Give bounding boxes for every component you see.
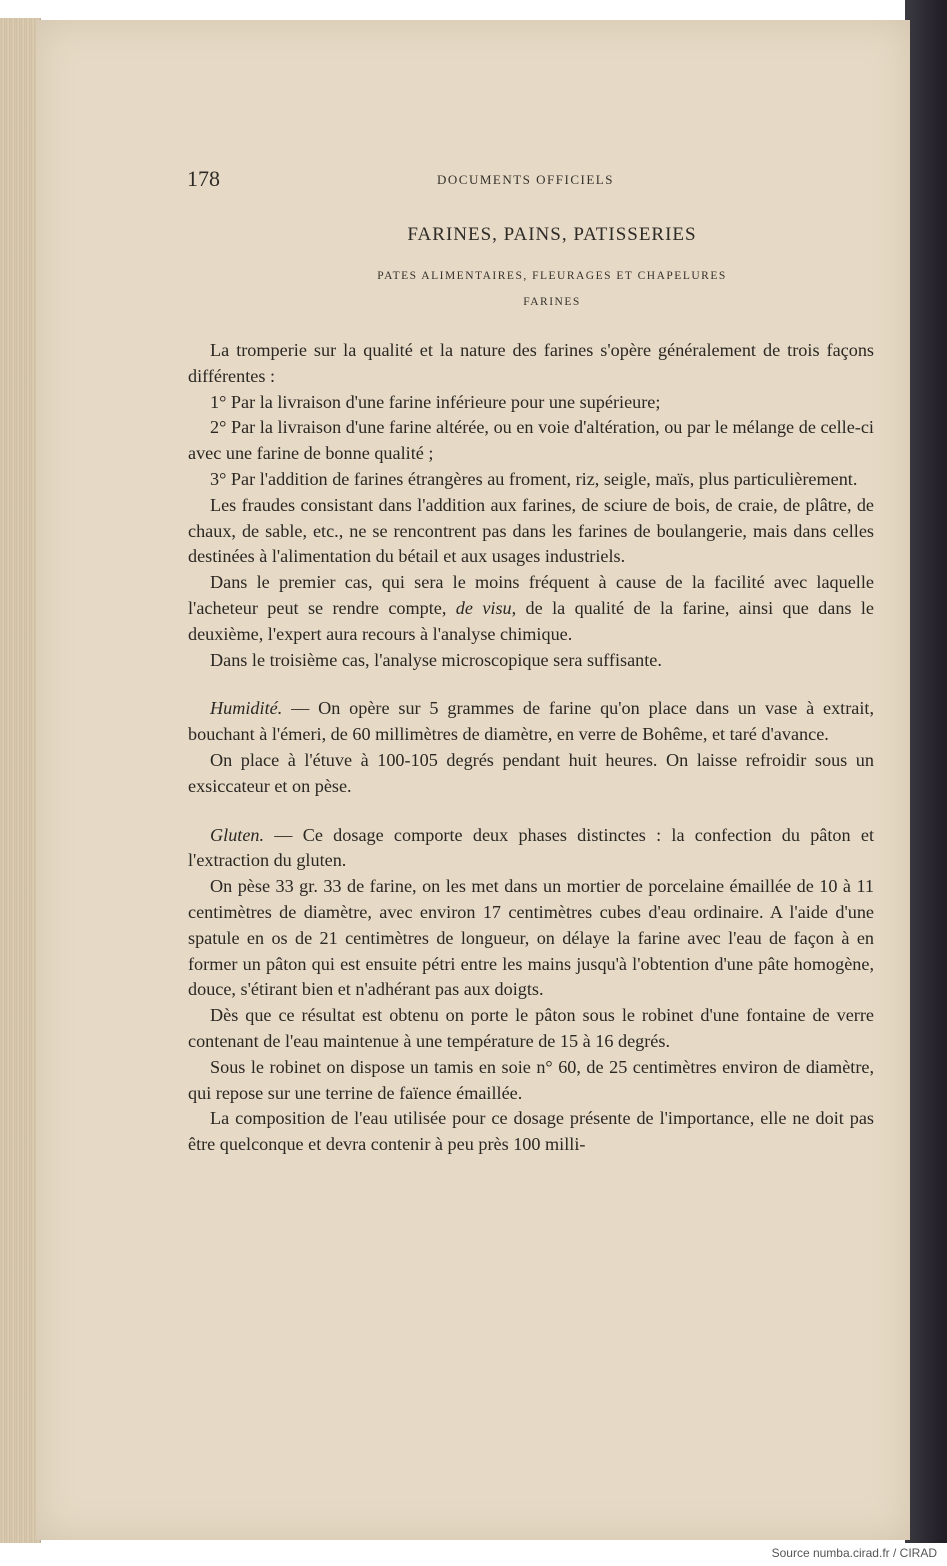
running-head xyxy=(187,166,877,196)
paragraph-text: — On opère sur 5 grammes de farine qu'on place dans un vase à extrait, bouchant à l'émeri, de 60 millimètres de diamètre, en verre de Bohême, et taré d'avance. xyxy=(188,698,874,745)
paragraph-label: Humidité. xyxy=(210,698,283,719)
paragraph: Les fraudes consistant dans l'addition aux farines, de sciure de bois, de craie, de plâtre, de chaux, de sable, etc., ne se rencontrent pas dans les farines de boulangerie, mais dans celles destinées à l'alimentation du bétail et aux usages industriels. xyxy=(188,494,874,567)
subsection-title: FARINES xyxy=(523,296,581,308)
paragraph-humidite xyxy=(188,696,874,748)
section-title: FARINES, PAINS, PATISSERIES xyxy=(407,224,697,245)
paragraph: On pèse 33 gr. 33 de farine, on les met dans un mortier de porcelaine émaillée de 10 à 11 centimètres de diamètre, avec environ 17 centimètres cubes d'eau ordinaire. A l'aide d'une spatule en os de 21 centimètres de longueur, on délaye la farine avec l'eau de façon à en former un pâton qui est ensuite pétri entre les mains jusqu'à l'obtention d'une pâte homogène, douce, s'étirant bien et n'adhérant pas aux doigts. xyxy=(188,876,874,1000)
paragraph-text: Dans le premier cas, qui sera le moins fréquent à cause de la facilité avec laquelle l'acheteur peut se rendre compte, xyxy=(188,572,874,618)
section-subtitle: PATES ALIMENTAIRES, FLEURAGES ET CHAPELURES xyxy=(377,270,727,282)
running-title: DOCUMENTS OFFICIELS xyxy=(437,172,614,187)
paragraph-text: , de la qualité de la farine, ainsi que dans le deuxième, l'expert aura recours à l'analyse chimique. xyxy=(188,597,875,644)
source-credit: Source numba.cirad.fr / CIRAD xyxy=(771,1546,937,1560)
paragraph xyxy=(188,570,874,647)
paragraph: 3° Par l'addition de farines étrangères au froment, riz, seigle, maïs, plus particulièrement. xyxy=(210,468,858,489)
italic-phrase: de visu xyxy=(455,597,512,618)
page-edges xyxy=(0,18,41,1543)
paragraph: Dans le troisième cas, l'analyse microscopique sera suffisante. xyxy=(210,649,662,670)
paragraph-gluten xyxy=(188,823,874,875)
paragraph: Sous le robinet on dispose un tamis en soie n° 60, de 25 centimètres environ de diamètre, qui repose sur une terrine de faïence émaillée. xyxy=(188,1056,874,1103)
paragraph: La tromperie sur la qualité et la nature des farines s'opère généralement de trois façons différentes : xyxy=(188,340,874,386)
paragraph: On place à l'étuve à 100-105 degrés pendant huit heures. On laisse refroidir sous un exsiccateur et on pèse. xyxy=(188,749,874,796)
paragraph: 1° Par la livraison d'une farine inférieure pour une supérieure; xyxy=(210,391,661,412)
paragraph: Dès que ce résultat est obtenu on porte le pâton sous le robinet d'une fontaine de verre contenant de l'eau maintenue à une température de 15 à 16 degrés. xyxy=(188,1005,874,1051)
paragraph: 2° Par la livraison d'une farine altérée, ou en voie d'altération, ou par le mélange de celle-ci avec une farine de bonne qualité ; xyxy=(188,417,874,464)
paragraph: La composition de l'eau utilisée pour ce dosage présente de l'importance, elle ne doit pas être quelconque et devra contenir à peu près 100 milli- xyxy=(188,1108,874,1155)
paragraph-text: — Ce dosage comporte deux phases distinctes : la confection du pâton et l'extraction du gluten. xyxy=(188,824,874,871)
paragraph-label: Gluten. xyxy=(210,824,265,845)
body-text xyxy=(188,338,874,1158)
scanner-background xyxy=(905,0,947,1543)
page-number: 178 xyxy=(187,166,220,191)
